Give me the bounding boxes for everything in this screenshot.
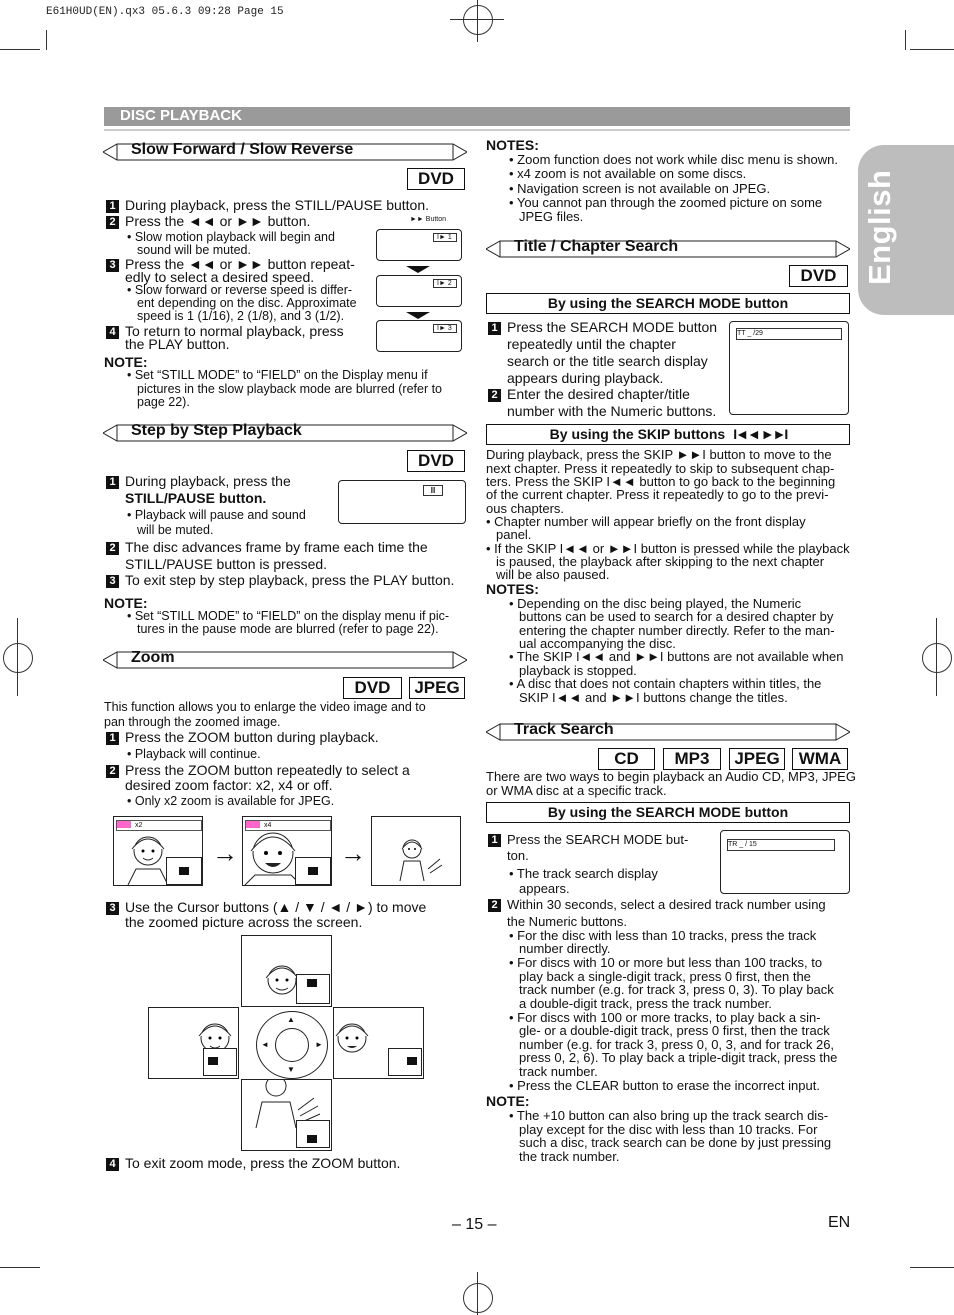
bullet: will be also paused. [496, 567, 610, 582]
jpeg-badge: JPEG [729, 748, 785, 770]
tv-screen [376, 229, 462, 261]
section-header-step [103, 423, 467, 443]
step-1-cont: STILL/PAUSE button. [125, 490, 267, 506]
note-line: • You cannot pan through the zoomed picture on some [509, 195, 823, 210]
section-title: DISC PLAYBACK [120, 107, 242, 124]
section-header-slow [103, 142, 467, 162]
note-line: buttons can be used to search for a desired chapter by [519, 609, 834, 624]
speed-indicator: I► 1 [433, 233, 457, 242]
arrow-right-icon: → [212, 838, 238, 868]
registration-mark-icon [463, 1283, 493, 1313]
zoom-nav-box [295, 857, 331, 885]
crop-mark [910, 49, 954, 50]
step-2-cont: desired zoom factor: x2, x4 or off. [125, 777, 333, 793]
list-item: number (e.g. for track 3, press 0, 0, 3, and for track 26, [519, 1037, 835, 1052]
note-heading: NOTE: [104, 595, 148, 611]
zoom-nav-box [296, 1120, 330, 1148]
step-2-cont: the Numeric buttons. [507, 914, 627, 929]
tv-screen [729, 321, 849, 415]
note-line: • x4 zoom is not available on some discs. [509, 166, 747, 181]
bullet: • Playback will pause and sound [127, 508, 306, 522]
bullet: • Slow forward or reverse speed is differ- [127, 283, 353, 297]
skip-buttons-icon: I◄◄ ►►I [733, 426, 787, 442]
page-number: – 15 – [452, 1216, 497, 1233]
intro-line: This function allows you to enlarge the video image and to [104, 700, 426, 714]
step-1-cont: ton. [507, 848, 529, 863]
section-header-zoom [103, 650, 467, 670]
crosshair-v [477, 1272, 478, 1315]
note-heading: NOTE: [104, 354, 148, 370]
notes-heading: NOTES: [486, 581, 539, 597]
tv-screen [720, 830, 850, 894]
bullet: panel. [496, 527, 532, 542]
zoom-x2-picture [113, 816, 203, 886]
list-item: track number. [519, 1064, 598, 1079]
note-line: ual accompanying the disc. [519, 636, 676, 651]
girl-illustration-icon [334, 1012, 378, 1078]
registration-mark-icon [3, 643, 33, 673]
list-item: • Press the CLEAR button to erase the incorrect input. [509, 1078, 820, 1093]
registration-mark-icon [922, 643, 952, 673]
note-line: entering the chapter number directly. Refer to the man- [519, 623, 835, 638]
search-display: TT _ /29 [736, 328, 842, 340]
section-title-step: Step by Step Playback [131, 422, 302, 439]
pan-up-picture [241, 935, 332, 1007]
zoom-nav-box [388, 1048, 422, 1076]
bullet: • Playback will continue. [127, 747, 261, 761]
subsection-header: By using the SEARCH MODE button [486, 802, 850, 823]
list-item: press 0, 2, 6). To play back a triple-digit track, press the [519, 1050, 838, 1065]
wma-badge: WMA [792, 748, 848, 770]
tv-screen [376, 275, 462, 307]
step-2: 2 Press the ◄◄ or ►► button. [106, 213, 310, 229]
bullet: speed is 1 (1/16), 2 (1/8), and 3 (1/2). [137, 309, 345, 323]
cd-badge: CD [598, 748, 655, 770]
step-4: 4 To return to normal playback, press [106, 323, 344, 339]
cursor-pad-icon: ▲ ▼ ◄ ► [256, 1011, 328, 1079]
section-title-title-search: Title / Chapter Search [514, 238, 679, 255]
section-header-title-search [486, 239, 850, 259]
zoom-x4-picture [242, 816, 332, 886]
step-1-cont: appears during playback. [507, 370, 664, 386]
list-item: track number (e.g. for track 3, press 0, 3). To play back [519, 982, 834, 997]
arrow-down-icon [406, 312, 430, 319]
crop-mark [46, 30, 47, 50]
bullet: • Chapter number will appear briefly on the front display [486, 514, 806, 529]
step-3-cont: the zoomed picture across the screen. [125, 914, 363, 930]
intro-line: or WMA disc at a specific track. [486, 783, 667, 798]
paragraph-line: next chapter. Press it repeatedly to skip to subsequent chap- [486, 461, 835, 476]
note-line: • Set “STILL MODE” to “FIELD” on the Display menu if [127, 368, 428, 382]
bullet: will be muted. [137, 523, 214, 537]
registration-mark-icon [463, 5, 493, 35]
pan-left-picture [148, 1007, 239, 1079]
tv-screen [376, 320, 462, 352]
note-line: • Set “STILL MODE” to “FIELD” on the display menu if pic- [127, 609, 450, 623]
step-1: 1 Press the ZOOM button during playback. [106, 729, 379, 745]
language-tab [858, 145, 954, 315]
list-item: play back a single-digit track, press 0 first, then the [519, 969, 811, 984]
crop-mark [905, 30, 906, 50]
arrow-down-icon [406, 266, 430, 273]
note-line: pictures in the slow playback mode are blurred (refer to [137, 382, 443, 396]
note-line: • The +10 button can also bring up the track search dis- [509, 1108, 829, 1123]
arrow-right-icon: → [340, 838, 366, 868]
bullet: is paused, the playback after skipping to the next chapter [496, 554, 825, 569]
intro-line: pan through the zoomed image. [104, 715, 281, 729]
step-1: 1 Press the SEARCH MODE but- [488, 833, 688, 847]
crop-mark [910, 1267, 954, 1268]
section-title-slow: Slow Forward / Slow Reverse [131, 141, 354, 158]
zoom-off-picture [371, 816, 461, 886]
pan-down-picture [241, 1079, 332, 1151]
divider [104, 129, 850, 131]
note-line: tures in the pause mode are blurred (refer to page 22). [137, 622, 439, 636]
language-tab-label: English [862, 169, 897, 285]
bullet: • If the SKIP I◄◄ or ►►I button is pressed while the playback [486, 541, 850, 556]
paragraph-line: ous chapters. [486, 501, 565, 516]
crosshair-v [936, 618, 937, 696]
step-2: 2 The disc advances frame by frame each time the [106, 539, 428, 555]
step-3-cont: edly to select a desired speed. [125, 269, 315, 285]
speed-indicator: I► 3 [433, 324, 457, 333]
note-line: playback is stopped. [519, 663, 637, 678]
step-3: 3 Press the ◄◄ or ►► button repeat- [106, 256, 355, 272]
note-line: • A disc that does not contain chapters within titles, the [509, 676, 822, 691]
list-item: a double-digit track, press the track number. [519, 996, 772, 1011]
paragraph-line: During playback, press the SKIP ►►I button to move to the [486, 447, 832, 462]
girl-illustration-icon [396, 835, 446, 881]
list-item: • For discs with 100 or more tracks, to play back a sin- [509, 1010, 821, 1025]
language-code: EN [828, 1214, 851, 1231]
bullet: appears. [519, 881, 570, 896]
step-3: 3 Use the Cursor buttons (▲ / ▼ / ◄ / ►) to move [106, 899, 426, 915]
dvd-badge: DVD [407, 450, 465, 472]
zoom-indicator: x4 [245, 820, 331, 831]
step-1-cont: search or the title search display [507, 353, 708, 369]
paragraph-line: of the current chapter. Press it repeatedly to go to the previ- [486, 487, 829, 502]
step-3: 3 To exit step by step playback, press the PLAY button. [106, 572, 454, 588]
print-header: E61H0UD(EN).qx3 05.6.3 09:28 Page 15 [46, 6, 284, 18]
note-line: page 22). [137, 395, 190, 409]
step-1: 1 During playback, press the STILL/PAUSE button. [106, 197, 429, 213]
mp3-badge: MP3 [663, 748, 721, 770]
step-2-cont: STILL/PAUSE button is pressed. [125, 556, 328, 572]
bullet: • Only x2 zoom is available for JPEG. [127, 794, 335, 808]
notes-heading: NOTES: [486, 137, 539, 153]
dvd-badge: DVD [407, 168, 465, 190]
tv-screen [338, 480, 466, 524]
step-2-cont: number with the Numeric buttons. [507, 403, 717, 419]
dvd-badge: DVD [343, 677, 402, 699]
list-item: number directly. [519, 941, 611, 956]
button-caption: ►► Button [410, 216, 447, 223]
step-1: 1 During playback, press the [106, 473, 291, 489]
section-bar [104, 107, 850, 126]
list-item: gle- or a double-digit track, press 0 first, then the track [519, 1023, 830, 1038]
bullet: • Slow motion playback will begin and [127, 230, 335, 244]
crosshair-v [477, 0, 478, 42]
bullet: • The track search display [509, 866, 658, 881]
list-item: • For discs with 10 or more but less than 100 tracks, to [509, 955, 823, 970]
bullet: ent depending on the disc. Approximate [137, 296, 357, 310]
zoom-nav-box [296, 974, 330, 1004]
note-heading: NOTE: [486, 1093, 530, 1109]
note-line: the track number. [519, 1149, 620, 1164]
step-2: 2 Within 30 seconds, select a desired track number using [488, 898, 826, 912]
note-line: • Depending on the disc being played, the Numeric [509, 596, 802, 611]
section-title-track-search: Track Search [514, 721, 614, 738]
crosshair-v [17, 618, 18, 696]
step-2: 2 Press the ZOOM button repeatedly to select a [106, 762, 410, 778]
dvd-badge: DVD [789, 265, 848, 287]
pan-right-picture [333, 1007, 424, 1079]
zoom-nav-box [166, 857, 202, 885]
step-1-cont: repeatedly until the chapter [507, 336, 676, 352]
step-1: 1 Press the SEARCH MODE button [488, 319, 717, 335]
note-line: • Zoom function does not work while disc menu is shown. [509, 152, 838, 167]
step-4: 4 To exit zoom mode, press the ZOOM button. [106, 1155, 400, 1171]
section-header-track-search [486, 722, 850, 742]
step-4-cont: the PLAY button. [125, 336, 230, 352]
zoom-indicator: x2 [116, 820, 202, 831]
note-line: such a disc, track search can be done by just pressing [519, 1135, 832, 1150]
note-line: SKIP I◄◄ and ►►I buttons change the titles. [519, 690, 788, 705]
section-title-zoom: Zoom [131, 649, 175, 666]
crop-mark [0, 1267, 40, 1268]
jpeg-badge: JPEG [409, 677, 465, 699]
pause-icon: II [423, 485, 443, 496]
note-line: JPEG files. [519, 209, 584, 224]
subsection-header: By using the SEARCH MODE button [486, 293, 850, 314]
list-item: • For the disc with less than 10 tracks, press the track [509, 928, 817, 943]
paragraph-line: ters. Press the SKIP I◄◄ button to go back to the beginning [486, 474, 836, 489]
subsection-header-skip: By using the SKIP buttons I◄◄ ►►I [486, 424, 850, 445]
zoom-nav-box [203, 1048, 237, 1076]
crop-mark [0, 49, 40, 50]
search-display: TR _ / 15 [727, 839, 835, 851]
step-2: 2 Enter the desired chapter/title [488, 386, 690, 402]
intro-line: There are two ways to begin playback an Audio CD, MP3, JPEG [486, 769, 856, 784]
note-line: play except for the disc with less than 10 tracks. For [519, 1122, 818, 1137]
note-line: • Navigation screen is not available on JPEG. [509, 181, 771, 196]
speed-indicator: I► 2 [433, 279, 457, 288]
bullet: sound will be muted. [137, 243, 251, 257]
note-line: • The SKIP I◄◄ and ►►I buttons are not available when [509, 649, 844, 664]
